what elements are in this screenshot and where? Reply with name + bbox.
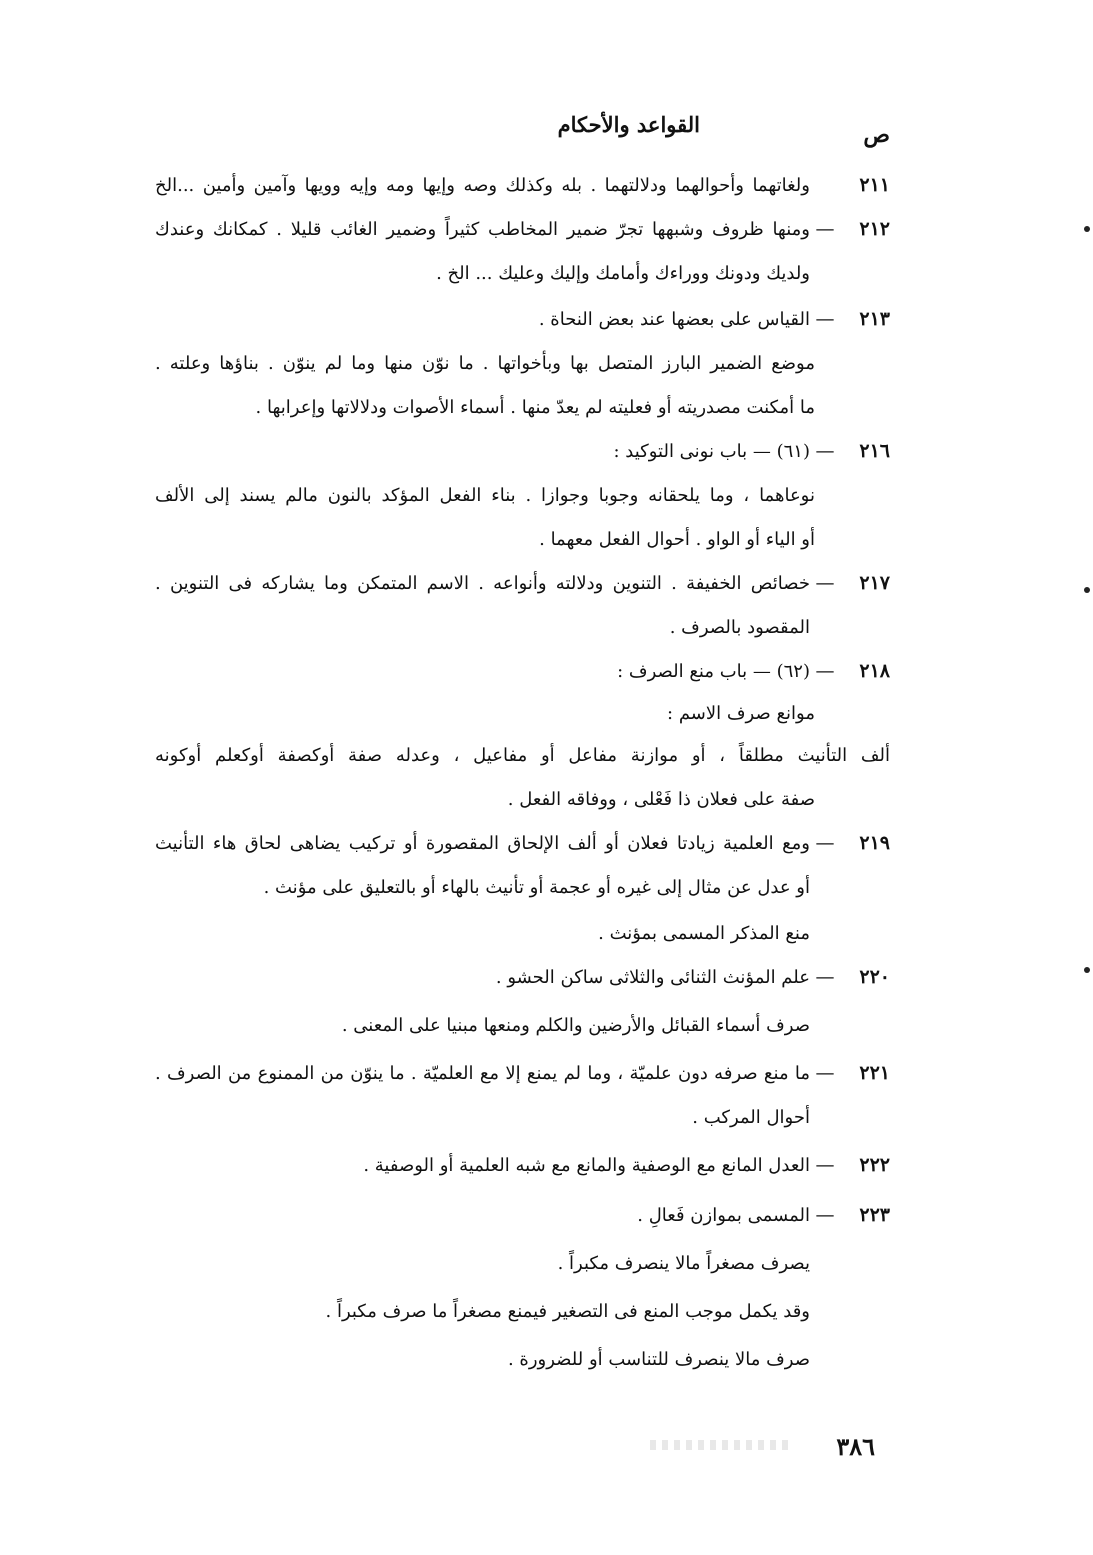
entry-page-number: ٢١٩ [859,832,890,854]
entry-line: ولديك ودونك ووراءك وأمامك وإليك وعليك ... الخ . [436,263,810,284]
index-entry-213 [155,298,890,430]
scan-artifact [650,1440,790,1450]
entry-dash: — [815,218,835,240]
entry-line: ومنها ظروف وشبهها تجرّ ضمير المخاطب كثيراً وضمير الغائب قليلا . كمكانك وعندك [155,219,810,240]
page-column-label: ص [863,122,890,148]
entry-dash: — [815,966,835,988]
entry-line: ما أمكنت مصدريته أو فعليته لم يعدّ منها . أسماء الأصوات ودلالاتها وإعرابها . [255,397,815,418]
index-entry-211 [155,164,890,208]
index-entry-218 [155,650,890,822]
margin-dot [1084,967,1090,973]
entry-dash: — [815,1154,835,1176]
entry-line: ولغاتهما وأحوالهما ودلالتهما . بله وكذلك وصه وإيها ومه وإيه وويها وآمين وأمين ...الخ [155,175,810,196]
entry-page-number: ٢٢٢ [859,1154,890,1176]
index-entries [155,164,890,1382]
index-entry-223 [155,1194,890,1382]
entry-page-number: ٢١١ [859,174,890,196]
entry-line: ما منع صرفه دون علميّة ، وما لم يمنع إلا مع العلميّة . ما ينوّن من الممنوع من الصرف . [155,1063,810,1084]
entry-dash: — [815,572,835,594]
entry-line: ومع العلمية زيادتا فعلان أو ألف الإلحاق المقصورة أو تركيب يضاهى لحاق هاء التأنيث [155,833,810,854]
entry-dash: — [815,440,835,462]
page-title: القواعد والأحكام [557,112,700,137]
margin-dot [1084,226,1090,232]
entry-page-number: ٢١٦ [859,440,890,462]
entry-line: المقصود بالصرف . [669,617,810,638]
entry-line: ألف التأنيث مطلقاً ، أو موازنة مفاعل أو مفاعيل ، وعدله صفة أوكصفة أوكعلم أوكونه [155,745,890,766]
entry-dash: — [815,660,835,682]
entry-line: منع المذكر المسمى بمؤنث . [598,923,810,944]
entry-page-number: ٢١٨ [859,660,890,682]
entry-dash: — [815,1062,835,1084]
entry-dash: — [815,832,835,854]
entry-page-number: ٢٢٣ [859,1204,890,1226]
entry-line: القياس على بعضها عند بعض النحاة . [538,309,810,330]
entry-line: صرف مالا ينصرف للتناسب أو للضرورة . [507,1349,810,1370]
section-heading: (٦١) — باب نونى التوكيد : [613,441,810,462]
entry-dash: — [815,308,835,330]
entry-line: يصرف مصغراً مالا ينصرف مكبراً . [557,1253,810,1274]
section-heading: (٦٢) — باب منع الصرف : [617,661,810,682]
entry-line: المسمى بموازن فَعالِ . [637,1205,810,1226]
index-entry-221 [155,1052,890,1140]
entry-dash: — [815,1204,835,1226]
entry-line: أو عدل عن مثال إلى غيره أو عجمة أو تأنيث بالهاء أو بالتعليق على مؤنث . [263,877,810,898]
index-entry-217 [155,562,890,650]
page-header [160,112,890,146]
entry-page-number: ٢١٣ [859,308,890,330]
footer-page-number: ٣٨٦ [836,1432,875,1461]
entry-line: صرف أسماء القبائل والأرضين والكلم ومنعها مبنيا على المعنى . [341,1015,810,1036]
entry-page-number: ٢٢٠ [859,966,890,988]
index-entry-212 [155,208,890,296]
entry-line: وقد يكمل موجب المنع فى التصغير فيمنع مصغراً ما صرف مكبراً . [325,1301,810,1322]
index-entry-219 [155,822,890,956]
entry-page-number: ٢٢١ [859,1062,890,1084]
index-entry-216 [155,430,890,562]
entry-line: علم المؤنث الثنائى والثلاثى ساكن الحشو . [495,967,810,988]
entry-line: خصائص الخفيفة . التنوين ودلالته وأنواعه . الاسم المتمكن وما يشاركه فى التنوين . [155,573,810,594]
entry-line: صفة على فعلان ذا فَعْلى ، ووفاقه الفعل . [507,789,815,810]
entry-line: أحوال المركب . [692,1107,810,1128]
entry-line: أو الياء أو الواو . أحوال الفعل معهما . [539,529,815,550]
entry-line: موانع صرف الاسم : [667,703,815,724]
margin-dot [1084,587,1090,593]
entry-line: موضع الضمير البارز المتصل بها وبأخواتها . ما نوّن منها وما لم ينوّن . بناؤها وعلته . [155,353,815,374]
index-entry-220 [155,956,890,1048]
index-entry-222 [155,1144,890,1188]
entry-line: نوعاهما ، وما يلحقانه وجوبا وجوازا . بناء الفعل المؤكد بالنون مالم يسند إلى الألف [155,485,815,506]
entry-page-number: ٢١٧ [859,572,890,594]
entry-line: العدل المانع مع الوصفية والمانع مع شبه العلمية أو الوصفية . [363,1155,810,1176]
entry-page-number: ٢١٢ [859,218,890,240]
